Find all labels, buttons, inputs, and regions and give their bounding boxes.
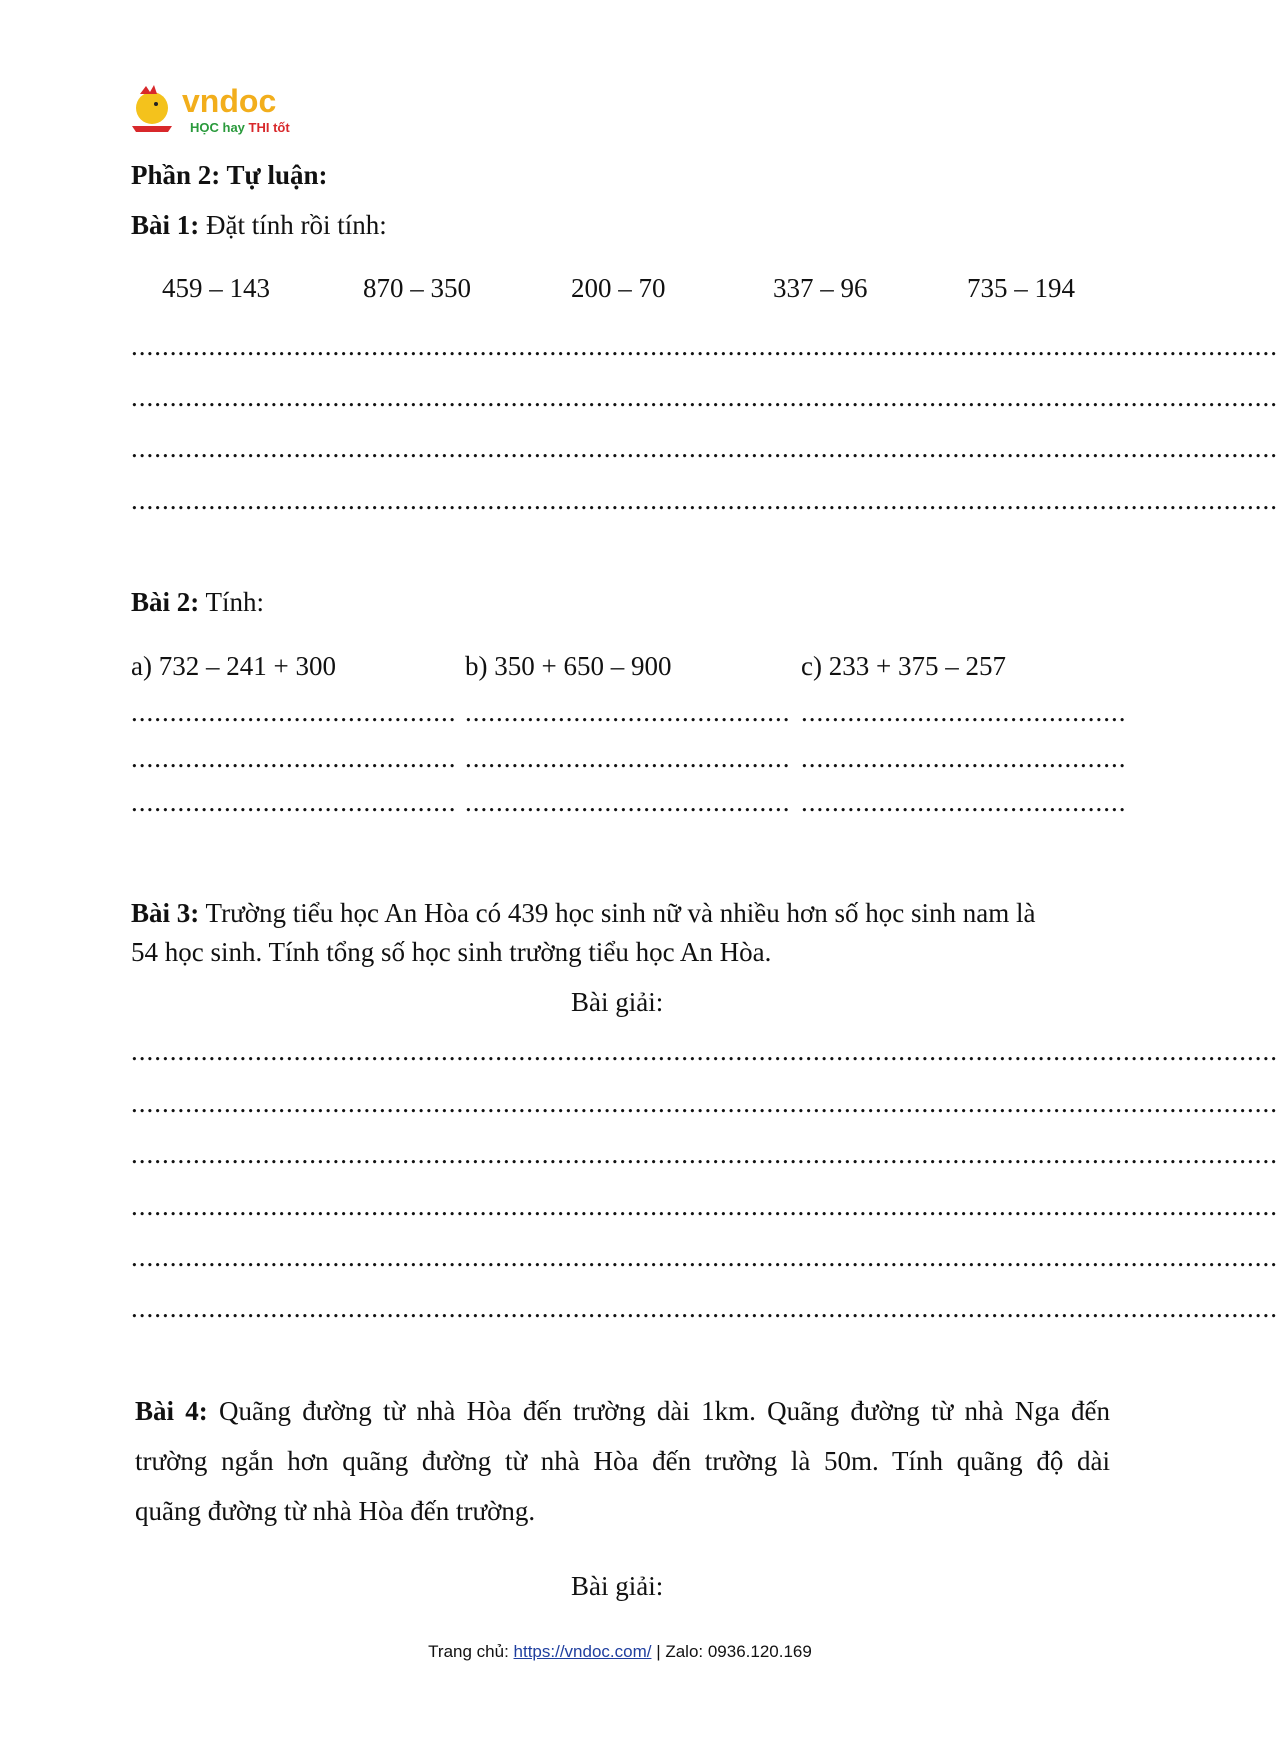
expression: 735 – 194 xyxy=(967,273,1075,303)
answer-line: .................................................................................................................................................... xyxy=(131,331,1278,361)
answer-line: .................................................................................................................................................... xyxy=(131,1036,1278,1066)
footer-prefix: Trang chủ: xyxy=(428,1642,514,1661)
svg-text:vndoc: vndoc xyxy=(182,83,277,119)
answer-line: .......................................... xyxy=(801,743,1127,773)
answer-line: .......................................... xyxy=(801,697,1127,727)
expression: 200 – 70 xyxy=(571,273,666,303)
answer-line: .......................................... xyxy=(465,697,791,727)
footer-contact: | Zalo: 0936.120.169 xyxy=(651,1642,812,1661)
bai3-line1: Bài 3: Trường tiểu học An Hòa có 439 học sinh nữ và nhiều hơn số học sinh nam là xyxy=(131,898,1036,928)
answer-line: .......................................... xyxy=(801,787,1127,817)
answer-line: .................................................................................................................................................... xyxy=(131,1088,1278,1118)
answer-line: .......................................... xyxy=(131,743,457,773)
answer-line: .................................................................................................................................................... xyxy=(131,1191,1278,1221)
bai2-heading: Bài 2: Tính: xyxy=(131,587,265,617)
bai4-solution-label: Bài giải: xyxy=(571,1571,664,1601)
answer-line: .................................................................................................................................................... xyxy=(131,1293,1278,1323)
section-title: Phần 2: Tự luận: xyxy=(131,160,328,190)
bai4-line1: Bài 4: Quãng đường từ nhà Hòa đến trường dài 1km. Quãng đường từ nhà Nga đến xyxy=(135,1396,1110,1426)
bai4-line3: quãng đường từ nhà Hòa đến trường. xyxy=(135,1496,536,1526)
answer-line: .......................................... xyxy=(465,743,791,773)
bai2-item-b: b) 350 + 650 – 900 xyxy=(465,651,672,681)
answer-line: .................................................................................................................................................... xyxy=(131,382,1278,412)
bai2-item-a: a) 732 – 241 + 300 xyxy=(131,651,336,681)
answer-line: .................................................................................................................................................... xyxy=(131,1139,1278,1169)
answer-line: .................................................................................................................................................... xyxy=(131,433,1278,463)
bai3-line2: 54 học sinh. Tính tổng số học sinh trường tiểu học An Hòa. xyxy=(131,937,772,967)
bai1-heading: Bài 1: Đặt tính rồi tính: xyxy=(131,210,387,240)
bai4-line2: trường ngắn hơn quãng đường từ nhà Hòa đến trường là 50m. Tính quãng độ dài xyxy=(135,1446,1110,1476)
answer-line: .......................................... xyxy=(465,787,791,817)
expression: 337 – 96 xyxy=(773,273,868,303)
svg-text:HỌC hay THI tốt: HỌC hay THI tốt xyxy=(190,120,290,135)
answer-line: .................................................................................................................................................... xyxy=(131,485,1278,515)
expression: 459 – 143 xyxy=(162,273,270,303)
answer-line: .......................................... xyxy=(131,787,457,817)
answer-line: .......................................... xyxy=(131,697,457,727)
homepage-link[interactable]: https://vndoc.com/ xyxy=(513,1642,652,1661)
vndoc-logo xyxy=(130,82,310,142)
bai2-item-c: c) 233 + 375 – 257 xyxy=(801,651,1006,681)
bai3-solution-label: Bài giải: xyxy=(571,987,664,1017)
answer-line: .................................................................................................................................................... xyxy=(131,1242,1278,1272)
footer xyxy=(0,1642,1240,1662)
expression: 870 – 350 xyxy=(363,273,471,303)
